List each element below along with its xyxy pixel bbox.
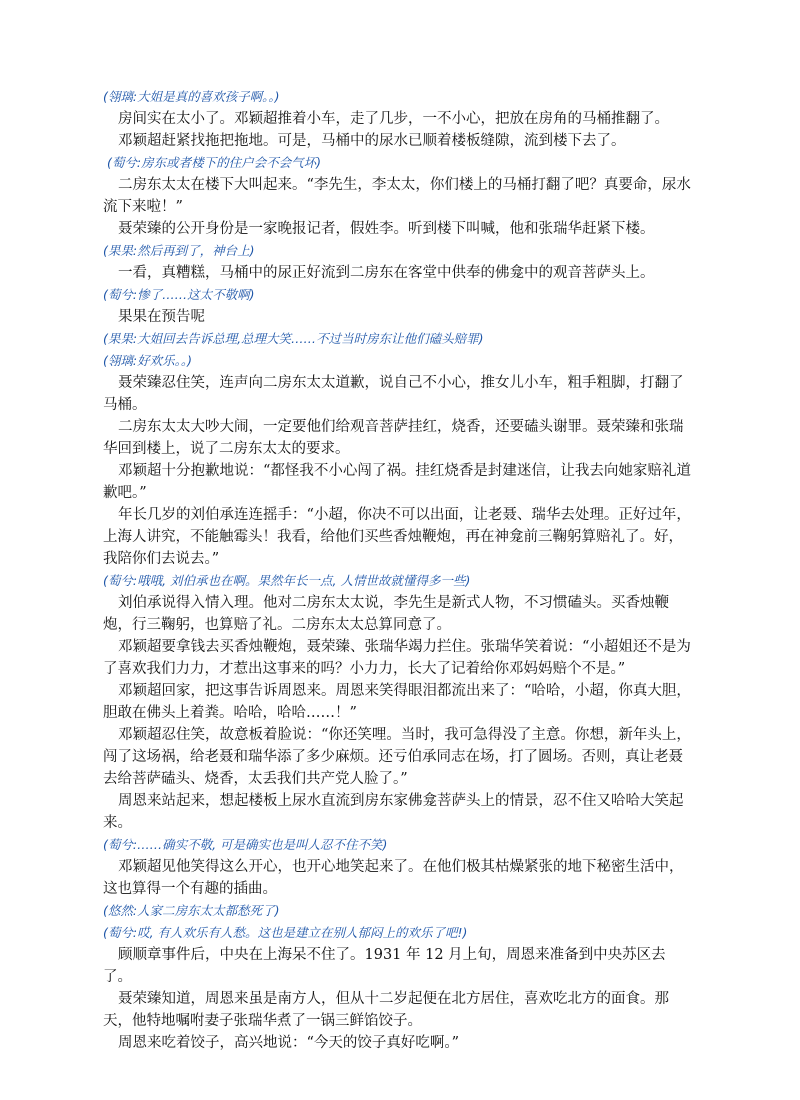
reader-comment: (萄兮:……确实不敬, 可是确实也是叫人忍不住不笑) <box>103 837 388 852</box>
reader-comment: (萄兮:惨了……这太不敬啊) <box>103 287 255 302</box>
reader-comment: (悠然:人家二房东太太都愁死了) <box>103 903 280 918</box>
reader-comment: (翎璃:大姐是真的喜欢孩子啊。。) <box>103 89 280 104</box>
body-paragraph: 顾顺章事件后，中央在上海呆不住了。1931 年 12 月上旬，周恩来准备到中央苏区去了。 <box>103 947 666 985</box>
reader-comment: (萄兮:哦哦, 刘伯承也在啊。果然年长一点, 人情世故就懂得多一些) <box>103 573 471 588</box>
body-paragraph: 一看，真糟糕，马桶中的尿正好流到二房东在客堂中供奉的佛龛中的观音菩萨头上。 <box>118 265 655 281</box>
reader-comment: (萄兮:房东或者楼下的住户会不会气坏) <box>107 155 321 170</box>
body-paragraph: 周恩来吃着饺子，高兴地说：“今天的饺子真好吃啊。” <box>118 1035 460 1051</box>
body-paragraph: 二房东太太大吵大闹，一定要他们给观音菩萨挂红，烧香，还要磕头谢罪。聂荣臻和张瑞华回到楼上，说了二房东太太的要求。 <box>103 419 684 457</box>
body-paragraph: 房间实在太小了。邓颖超推着小车，走了几步，一不小心，把放在房角的马桶推翻了。 <box>118 111 669 127</box>
body-paragraph: 邓颖超要拿钱去买香烛鞭炮，聂荣臻、张瑞华竭力拦住。张瑞华笑着说：“小超姐还不是为了喜欢我们力力，才惹出这事来的吗？小力力，长大了记着给你邓妈妈赔个不是。” <box>103 639 691 677</box>
body-paragraph: 邓颖超忍住笑，故意板着脸说：“你还笑哩。当时，我可急得没了主意。你想，新年头上，闯了这场祸，给老聂和瑞华添了多少麻烦。还亏伯承同志在场，打了圆场。否则，真让老聂去给菩萨磕头、烧香，太丢我们共产党人脸了。” <box>103 727 691 787</box>
body-paragraph: 二房东太太在楼下大叫起来。“李先生，李太太，你们楼上的马桶打翻了吧？真要命，尿水流下来啦！” <box>103 177 691 215</box>
reader-comment: (果果:然后再到了，神台上) <box>103 243 255 258</box>
body-paragraph: 刘伯承说得入情入理。他对二房东太太说，李先生是新式人物，不习惯磕头。买香烛鞭炮，行三鞠躬，也算赔了礼。二房东太太总算同意了。 <box>103 595 669 633</box>
body-paragraph: 邓颖超见他笑得这么开心，也开心地笑起来了。在他们极其枯燥紧张的地下秘密生活中，这也算得一个有趣的插曲。 <box>103 859 684 897</box>
body-paragraph: 聂荣臻的公开身份是一家晚报记者，假姓李。听到楼下叫喊，他和张瑞华赶紧下楼。 <box>118 221 655 237</box>
reader-comment: (萄兮:哎, 有人欢乐有人愁。这也是建立在别人郁闷上的欢乐了吧!) <box>103 925 468 940</box>
reader-comment: (果果:大姐回去告诉总理,总理大笑……不过当时房东让他们磕头赔罪) <box>103 331 484 346</box>
body-paragraph: 年长几岁的刘伯承连连摇手：“小超，你决不可以出面，让老聂、瑞华去处理。正好过年，上海人讲究，不能触霉头！我看，给他们买些香烛鞭炮，再在神龛前三鞠躬算赔礼了。好，我陪你们去说去。” <box>103 507 691 567</box>
body-paragraph: 周恩来站起来，想起楼板上尿水直流到房东家佛龛菩萨头上的情景，忍不住又哈哈大笑起来。 <box>103 793 684 831</box>
body-paragraph: 果果在预告呢 <box>118 309 205 325</box>
reader-comment: (翎璃:好欢乐。。) <box>103 353 192 368</box>
body-paragraph: 邓颖超回家，把这事告诉周恩来。周恩来笑得眼泪都流出来了：“哈哈，小超，你真大胆，胆敢在佛头上着粪。哈哈，哈哈……！” <box>103 683 691 721</box>
document-page <box>103 86 693 1054</box>
body-paragraph: 聂荣臻知道，周恩来虽是南方人，但从十二岁起便在北方居住，喜欢吃北方的面食。那天，他特地嘱咐妻子张瑞华煮了一锅三鲜馅饺子。 <box>103 991 669 1029</box>
body-paragraph: 聂荣臻忍住笑，连声向二房东太太道歉，说自己不小心，推女儿小车，粗手粗脚，打翻了马桶。 <box>103 375 684 413</box>
body-paragraph: 邓颖超赶紧找拖把拖地。可是，马桶中的尿水已顺着楼板缝隙，流到楼下去了。 <box>118 133 626 149</box>
body-paragraph: 邓颖超十分抱歉地说：“都怪我不小心闯了祸。挂红烧香是封建迷信，让我去向她家赔礼道歉吧。” <box>103 463 691 501</box>
